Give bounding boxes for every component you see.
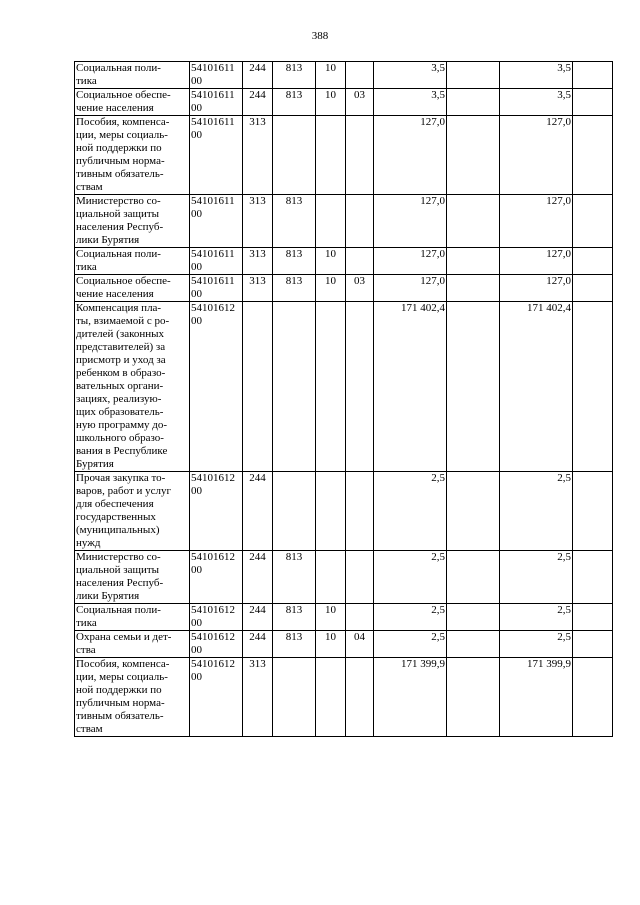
empty-cell — [447, 89, 500, 116]
row-name-cell: Пособия, компенса- ции, меры социаль- ной поддержки по публичным норма- тивным обязатель- ствам — [75, 116, 190, 195]
empty-cell-2 — [573, 658, 613, 737]
subsection-cell — [346, 62, 374, 89]
amount-cell-2: 127,0 — [500, 248, 573, 275]
administrator-code-cell: 813 — [273, 248, 316, 275]
amount-cell: 2,5 — [374, 472, 447, 551]
expense-type-cell: 313 — [243, 116, 273, 195]
empty-cell-2 — [573, 195, 613, 248]
amount-cell-2: 127,0 — [500, 116, 573, 195]
row-name-cell: Компенсация пла- ты, взимаемой с ро- дителей (законных представителей) за присмотр и уход за ребенком в образо- вательных органи- зациях, реализую- щих образователь- ную программу до- школьного образо- вания в Республике Бурятия — [75, 302, 190, 472]
row-name-cell: Социальное обеспе- чение населения — [75, 275, 190, 302]
administrator-code-cell — [273, 658, 316, 737]
section-cell — [316, 658, 346, 737]
section-cell — [316, 472, 346, 551]
section-cell — [316, 195, 346, 248]
empty-cell — [447, 116, 500, 195]
target-article-cell: 54101612 00 — [190, 658, 243, 737]
amount-cell: 171 399,9 — [374, 658, 447, 737]
empty-cell-2 — [573, 275, 613, 302]
empty-cell — [447, 631, 500, 658]
table-row — [75, 89, 613, 116]
expense-type-cell: 313 — [243, 275, 273, 302]
amount-cell: 127,0 — [374, 116, 447, 195]
table-row — [75, 631, 613, 658]
subsection-cell: 03 — [346, 89, 374, 116]
empty-cell — [447, 248, 500, 275]
subsection-cell — [346, 658, 374, 737]
subsection-cell — [346, 116, 374, 195]
subsection-cell — [346, 195, 374, 248]
row-name-cell: Охрана семьи и дет- ства — [75, 631, 190, 658]
empty-cell-2 — [573, 631, 613, 658]
empty-cell — [447, 551, 500, 604]
administrator-code-cell — [273, 116, 316, 195]
amount-cell-2: 2,5 — [500, 631, 573, 658]
target-article-cell: 54101611 00 — [190, 89, 243, 116]
target-article-cell: 54101612 00 — [190, 472, 243, 551]
table-row — [75, 275, 613, 302]
administrator-code-cell — [273, 472, 316, 551]
empty-cell-2 — [573, 116, 613, 195]
expense-type-cell: 313 — [243, 248, 273, 275]
target-article-cell: 54101612 00 — [190, 551, 243, 604]
empty-cell — [447, 195, 500, 248]
table-row — [75, 472, 613, 551]
row-name-cell: Социальная поли- тика — [75, 62, 190, 89]
amount-cell: 127,0 — [374, 248, 447, 275]
expense-type-cell: 244 — [243, 631, 273, 658]
administrator-code-cell: 813 — [273, 195, 316, 248]
amount-cell: 171 402,4 — [374, 302, 447, 472]
amount-cell: 2,5 — [374, 631, 447, 658]
subsection-cell — [346, 248, 374, 275]
table-row — [75, 658, 613, 737]
amount-cell-2: 2,5 — [500, 551, 573, 604]
target-article-cell: 54101611 00 — [190, 195, 243, 248]
amount-cell-2: 2,5 — [500, 604, 573, 631]
expense-type-cell: 244 — [243, 89, 273, 116]
empty-cell — [447, 62, 500, 89]
empty-cell-2 — [573, 551, 613, 604]
expense-type-cell: 244 — [243, 551, 273, 604]
administrator-code-cell — [273, 302, 316, 472]
budget-table — [74, 61, 613, 737]
expense-type-cell: 244 — [243, 62, 273, 89]
budget-table-body — [75, 62, 613, 737]
expense-type-cell — [243, 302, 273, 472]
table-row — [75, 551, 613, 604]
empty-cell-2 — [573, 248, 613, 275]
section-cell: 10 — [316, 275, 346, 302]
administrator-code-cell: 813 — [273, 551, 316, 604]
table-row — [75, 248, 613, 275]
section-cell — [316, 551, 346, 604]
amount-cell: 2,5 — [374, 551, 447, 604]
amount-cell: 3,5 — [374, 89, 447, 116]
subsection-cell — [346, 551, 374, 604]
table-row — [75, 302, 613, 472]
subsection-cell — [346, 472, 374, 551]
target-article-cell: 54101612 00 — [190, 631, 243, 658]
section-cell: 10 — [316, 631, 346, 658]
section-cell: 10 — [316, 62, 346, 89]
target-article-cell: 54101611 00 — [190, 248, 243, 275]
target-article-cell: 54101611 00 — [190, 116, 243, 195]
expense-type-cell: 313 — [243, 195, 273, 248]
section-cell — [316, 302, 346, 472]
row-name-cell: Социальное обеспе- чение населения — [75, 89, 190, 116]
empty-cell-2 — [573, 472, 613, 551]
amount-cell: 3,5 — [374, 62, 447, 89]
empty-cell — [447, 604, 500, 631]
row-name-cell: Министерство со- циальной защиты населения Респуб- лики Бурятия — [75, 195, 190, 248]
amount-cell-2: 127,0 — [500, 275, 573, 302]
subsection-cell — [346, 302, 374, 472]
row-name-cell: Министерство со- циальной защиты населения Респуб- лики Бурятия — [75, 551, 190, 604]
amount-cell-2: 171 402,4 — [500, 302, 573, 472]
amount-cell-2: 127,0 — [500, 195, 573, 248]
administrator-code-cell: 813 — [273, 275, 316, 302]
section-cell: 10 — [316, 604, 346, 631]
empty-cell — [447, 275, 500, 302]
amount-cell-2: 3,5 — [500, 89, 573, 116]
administrator-code-cell: 813 — [273, 89, 316, 116]
empty-cell — [447, 658, 500, 737]
target-article-cell: 54101611 00 — [190, 62, 243, 89]
row-name-cell: Социальная поли- тика — [75, 248, 190, 275]
expense-type-cell: 244 — [243, 472, 273, 551]
administrator-code-cell: 813 — [273, 631, 316, 658]
subsection-cell — [346, 604, 374, 631]
empty-cell-2 — [573, 302, 613, 472]
amount-cell: 127,0 — [374, 195, 447, 248]
section-cell: 10 — [316, 248, 346, 275]
amount-cell-2: 171 399,9 — [500, 658, 573, 737]
page-number: 388 — [311, 30, 329, 42]
expense-type-cell: 244 — [243, 604, 273, 631]
row-name-cell: Прочая закупка то- варов, работ и услуг для обеспечения государственных (муниципальных) нужд — [75, 472, 190, 551]
empty-cell — [447, 472, 500, 551]
amount-cell-2: 2,5 — [500, 472, 573, 551]
section-cell: 10 — [316, 89, 346, 116]
empty-cell-2 — [573, 62, 613, 89]
administrator-code-cell: 813 — [273, 62, 316, 89]
expense-type-cell: 313 — [243, 658, 273, 737]
section-cell — [316, 116, 346, 195]
empty-cell-2 — [573, 604, 613, 631]
row-name-cell: Социальная поли- тика — [75, 604, 190, 631]
amount-cell-2: 3,5 — [500, 62, 573, 89]
row-name-cell: Пособия, компенса- ции, меры социаль- ной поддержки по публичным норма- тивным обязатель- ствам — [75, 658, 190, 737]
target-article-cell: 54101612 00 — [190, 302, 243, 472]
table-row — [75, 195, 613, 248]
target-article-cell: 54101611 00 — [190, 275, 243, 302]
target-article-cell: 54101612 00 — [190, 604, 243, 631]
subsection-cell: 03 — [346, 275, 374, 302]
subsection-cell: 04 — [346, 631, 374, 658]
table-row — [75, 604, 613, 631]
amount-cell: 127,0 — [374, 275, 447, 302]
table-row — [75, 116, 613, 195]
empty-cell — [447, 302, 500, 472]
amount-cell: 2,5 — [374, 604, 447, 631]
table-row — [75, 62, 613, 89]
administrator-code-cell: 813 — [273, 604, 316, 631]
empty-cell-2 — [573, 89, 613, 116]
